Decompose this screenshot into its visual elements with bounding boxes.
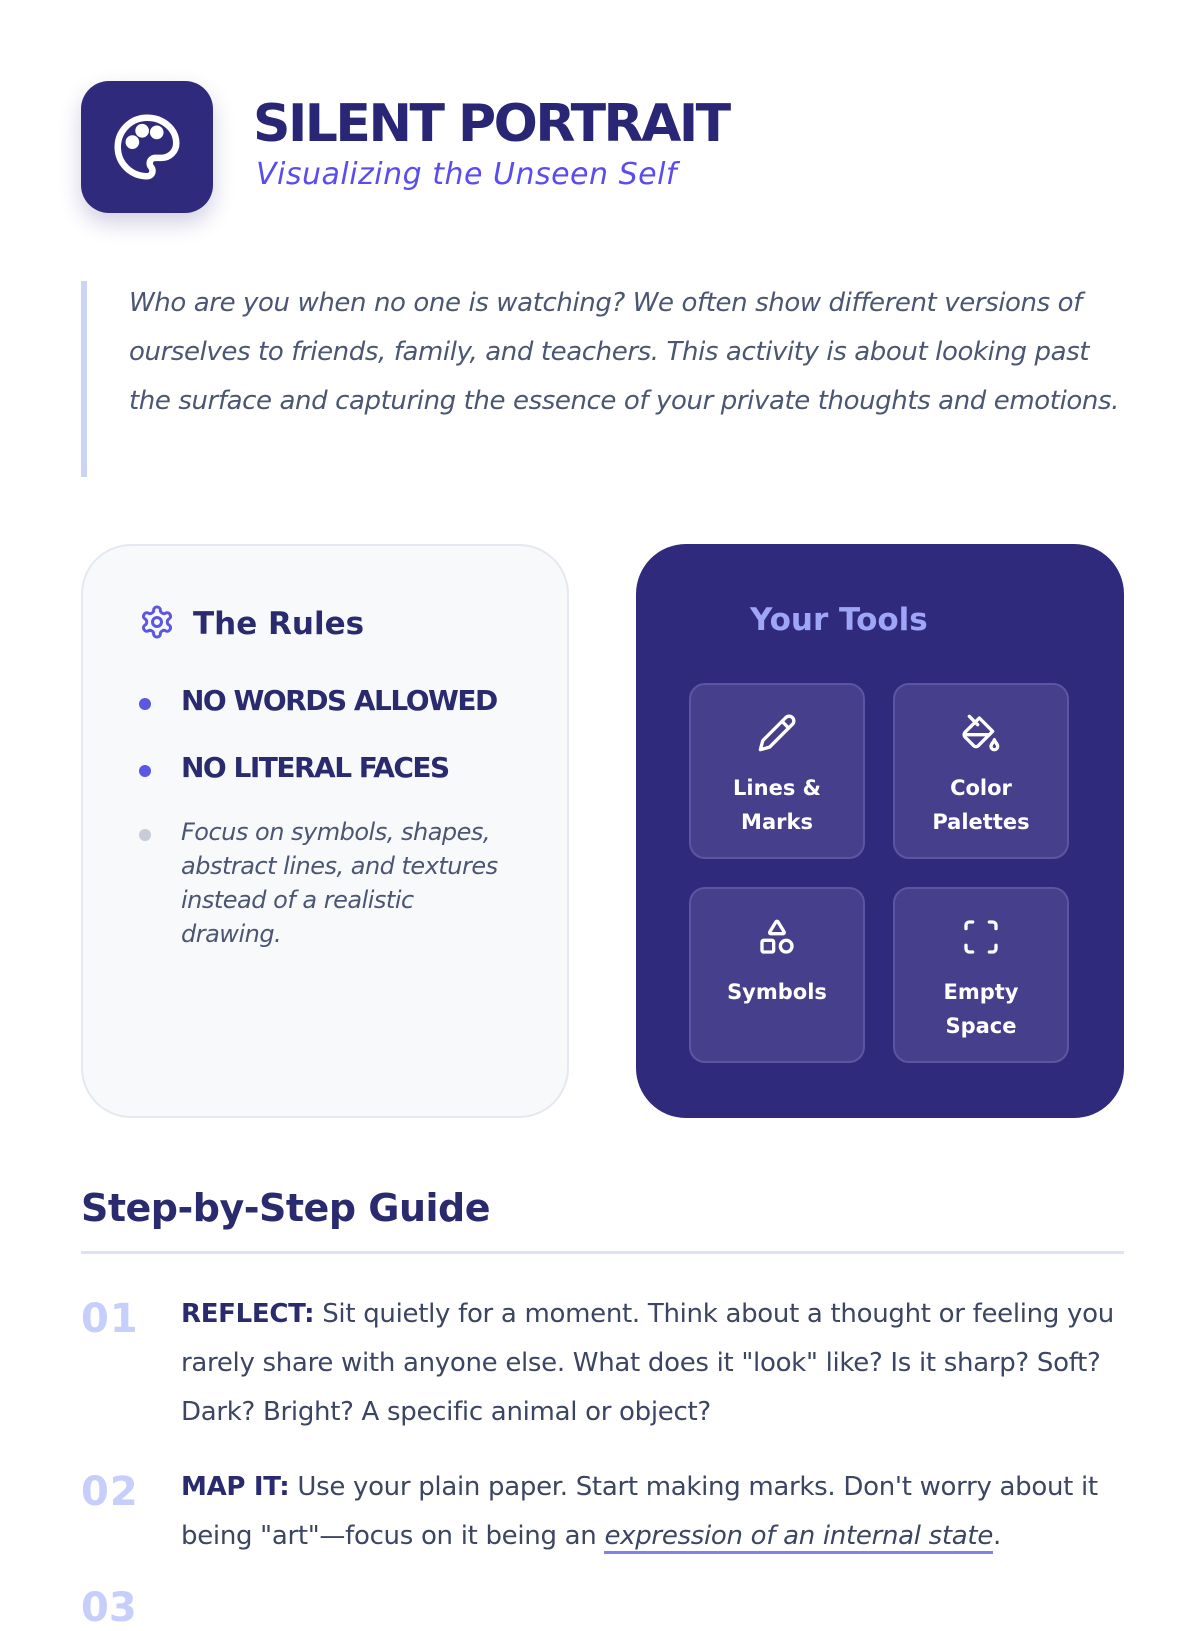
step-number: 02: [81, 1469, 139, 1515]
tools-card: [636, 544, 1124, 1118]
rule-text: NO WORDS ALLOWED: [181, 684, 497, 717]
tool-label: Lines & Marks: [733, 776, 821, 834]
step-text: [181, 1290, 1124, 1437]
bullet-dot: [139, 765, 151, 777]
divider: [81, 1251, 1124, 1254]
gear-icon: [139, 604, 175, 644]
tool-color-palettes: [893, 683, 1069, 859]
paint-bucket-icon: [961, 713, 1001, 757]
step-end: .: [993, 1521, 1001, 1551]
bullet-dot: [139, 829, 151, 841]
rule-text: NO LITERAL FACES: [181, 751, 449, 784]
step-number: 03: [81, 1585, 137, 1631]
tool-symbols: [689, 887, 865, 1063]
step-body: Use your plain paper. Start making marks. Don't worry about it being "art"—focus on it being an: [181, 1472, 1098, 1551]
rule-item: [139, 751, 449, 784]
rules-header: [139, 604, 364, 644]
step-item: [81, 1290, 1124, 1437]
step-text: [181, 1463, 1124, 1561]
rule-item: [139, 684, 497, 717]
rules-card: [81, 544, 569, 1118]
step-label: REFLECT:: [181, 1299, 315, 1329]
rule-note: Focus on symbols, shapes, abstract lines, and textures instead of a realistic drawing.: [181, 818, 498, 948]
guide-heading: Step-by-Step Guide: [81, 1186, 490, 1230]
palette-icon: [81, 81, 213, 213]
rule-item: [139, 815, 511, 951]
tool-lines-marks: [689, 683, 865, 859]
step-item: [81, 1463, 1124, 1561]
intro-text: Who are you when no one is watching? We often show different versions of ourselves to friends, family, and teachers. This activity is about looking past the surface and capturing the essence of your private thoughts and emotions.: [129, 288, 1119, 416]
pencil-icon: [757, 713, 797, 757]
tool-label: Empty Space: [943, 980, 1019, 1038]
tool-empty-space: [893, 887, 1069, 1063]
bullet-dot: [139, 698, 151, 710]
header: [81, 81, 729, 213]
rules-heading: The Rules: [193, 606, 365, 642]
intro-quote: [81, 281, 1121, 477]
step-label: MAP IT:: [181, 1472, 290, 1502]
page-title: SILENT PORTRAIT: [253, 93, 729, 154]
page-subtitle: Visualizing the Unseen Self: [256, 156, 677, 192]
step-emphasis: expression of an internal state: [604, 1521, 993, 1554]
step-body: Sit quietly for a moment. Think about a thought or feeling you rarely share with anyone else. What does it "look" like? Is it sharp? Soft? Dark? Bright? A specific animal or object?: [181, 1299, 1114, 1427]
tool-label: Symbols: [727, 980, 827, 1004]
step-number: 01: [81, 1296, 139, 1342]
shapes-icon: [757, 917, 797, 961]
tool-label: Color Palettes: [932, 776, 1030, 834]
tools-heading: Your Tools: [750, 602, 928, 638]
frame-corners-icon: [961, 917, 1001, 961]
